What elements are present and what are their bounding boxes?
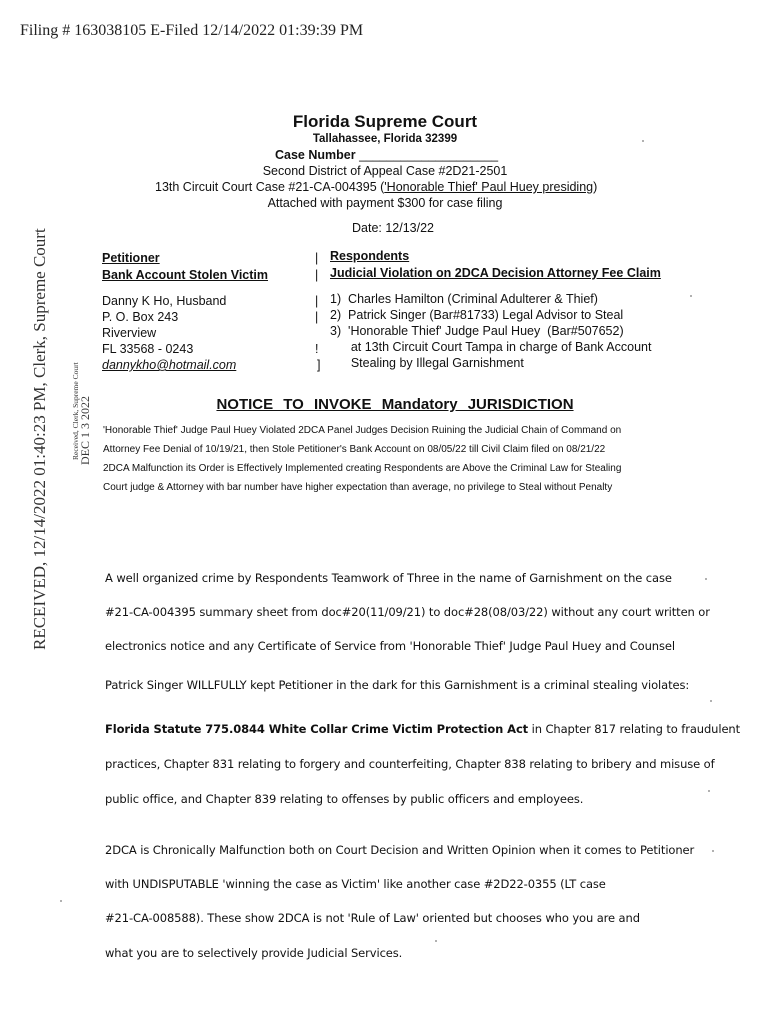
scan-speck <box>712 850 714 852</box>
intro-line: Attorney Fee Denial of 10/19/21, then Stole Petitioner's Bank Account on 08/05/22 till Civil Claim filed on 08/21/22 <box>103 444 606 455</box>
divider-marker: | <box>315 294 319 308</box>
received-stamp: RECEIVED, 12/14/2022 01:40:23 PM, Clerk, Supreme Court <box>30 228 49 650</box>
scan-speck <box>690 295 692 297</box>
scan-speck <box>708 790 710 792</box>
petitioner-city: Riverview <box>102 326 157 340</box>
statute-name: Florida Statute 775.0844 White Collar Crime Victim Protection Act <box>105 722 529 736</box>
circuit-case-suffix: ) <box>593 180 598 194</box>
body-line: #21-CA-004395 summary sheet from doc#20(11/09/21) to doc#28(08/03/22) without any court written or <box>105 605 710 619</box>
respondents-subheading: Judicial Violation on 2DCA Decision Attorney Fee Claim <box>330 266 661 280</box>
petitioner-email[interactable]: dannykho@hotmail.com <box>102 358 237 372</box>
payment-note: Attached with payment $300 for case filing <box>267 196 503 210</box>
appeal-case: Second District of Appeal Case #2D21-2501 <box>262 164 508 178</box>
divider-marker: | <box>315 268 319 282</box>
divider-marker: ] <box>317 358 321 372</box>
scan-speck <box>705 578 707 580</box>
case-number-row <box>275 148 498 162</box>
scan-speck <box>710 700 712 702</box>
body-line: public office, and Chapter 839 relating to offenses by public officers and employees. <box>105 792 584 806</box>
divider-marker: | <box>315 251 319 265</box>
court-city: Tallahassee, Florida 32399 <box>312 133 458 145</box>
respondents-heading: Respondents <box>330 249 410 263</box>
petitioner-subheading: Bank Account Stolen Victim <box>102 268 269 282</box>
case-number-label: Case Number <box>275 148 356 162</box>
circuit-case <box>155 180 597 194</box>
petitioner-heading: Petitioner <box>102 251 160 265</box>
circuit-case-presiding: 'Honorable Thief' Paul Huey presiding <box>384 180 594 194</box>
respondent-item: 2) Patrick Singer (Bar#81733) Legal Advisor to Steal <box>330 308 624 322</box>
circuit-case-prefix: 13th Circuit Court Case #21-CA-004395 ( <box>155 180 385 194</box>
petitioner-po-box: P. O. Box 243 <box>102 310 179 324</box>
divider-marker: | <box>315 310 319 324</box>
petitioner-name: Danny K Ho, Husband <box>102 294 227 308</box>
respondent-item: 1) Charles Hamilton (Criminal Adulterer & Thief) <box>330 292 598 306</box>
body-line: #21-CA-008588). These show 2DCA is not 'Rule of Law' oriented but chooses who you are and <box>105 911 640 925</box>
scan-speck <box>642 140 644 142</box>
respondent-item: Stealing by Illegal Garnishment <box>330 356 524 370</box>
body-line: with UNDISPUTABLE 'winning the case as Victim' like another case #2D22-0355 (LT case <box>105 877 606 891</box>
notice-title: NOTICE TO INVOKE Mandatory JURISDICTION <box>216 396 574 413</box>
filing-header: Filing # 163038105 E-Filed 12/14/2022 01:39:39 PM <box>20 22 364 39</box>
intro-line: 'Honorable Thief' Judge Paul Huey Violated 2DCA Panel Judges Decision Ruining the Judicial Chain of Command on <box>103 425 622 436</box>
date-stamp: DEC 1 3 2022 <box>78 396 92 465</box>
body-line: practices, Chapter 831 relating to forgery and counterfeiting, Chapter 838 relating to bribery and misuse of <box>105 757 715 771</box>
body-line: electronics notice and any Certificate of Service from 'Honorable Thief' Judge Paul Huey and Counsel <box>105 639 675 653</box>
body-line: what you are to selectively provide Judicial Services. <box>105 946 403 960</box>
petitioner-zip: FL 33568 - 0243 <box>102 342 194 356</box>
body-line: 2DCA is Chronically Malfunction both on Court Decision and Written Opinion when it comes to Petitioner <box>105 843 695 857</box>
court-title: Florida Supreme Court <box>292 112 478 131</box>
scan-speck <box>435 940 437 942</box>
receiver-stamp: Received, Clerk, Supreme Court <box>71 362 80 460</box>
respondent-item: 3) 'Honorable Thief' Judge Paul Huey (Bar#507652) <box>330 324 624 338</box>
divider-marker: ! <box>315 342 319 356</box>
body-line: A well organized crime by Respondents Teamwork of Three in the name of Garnishment on the case <box>105 571 672 585</box>
scan-speck <box>60 900 62 902</box>
respondent-item: at 13th Circuit Court Tampa in charge of Bank Account <box>330 340 652 354</box>
statute-line <box>105 722 740 736</box>
intro-line: Court judge & Attorney with bar number have higher expectation than average, no privilege to Steal without Penalty <box>103 482 613 493</box>
case-number-blank: ____________________ <box>359 148 499 162</box>
document-date: Date: 12/13/22 <box>352 221 435 235</box>
statute-rest: in Chapter 817 relating to fraudulent <box>528 722 741 736</box>
body-line: Patrick Singer WILLFULLY kept Petitioner in the dark for this Garnishment is a criminal stealing violates: <box>105 678 690 692</box>
intro-line: 2DCA Malfunction its Order is Effectively Implemented creating Respondents are Above the Criminal Law for Stealing <box>103 463 622 474</box>
